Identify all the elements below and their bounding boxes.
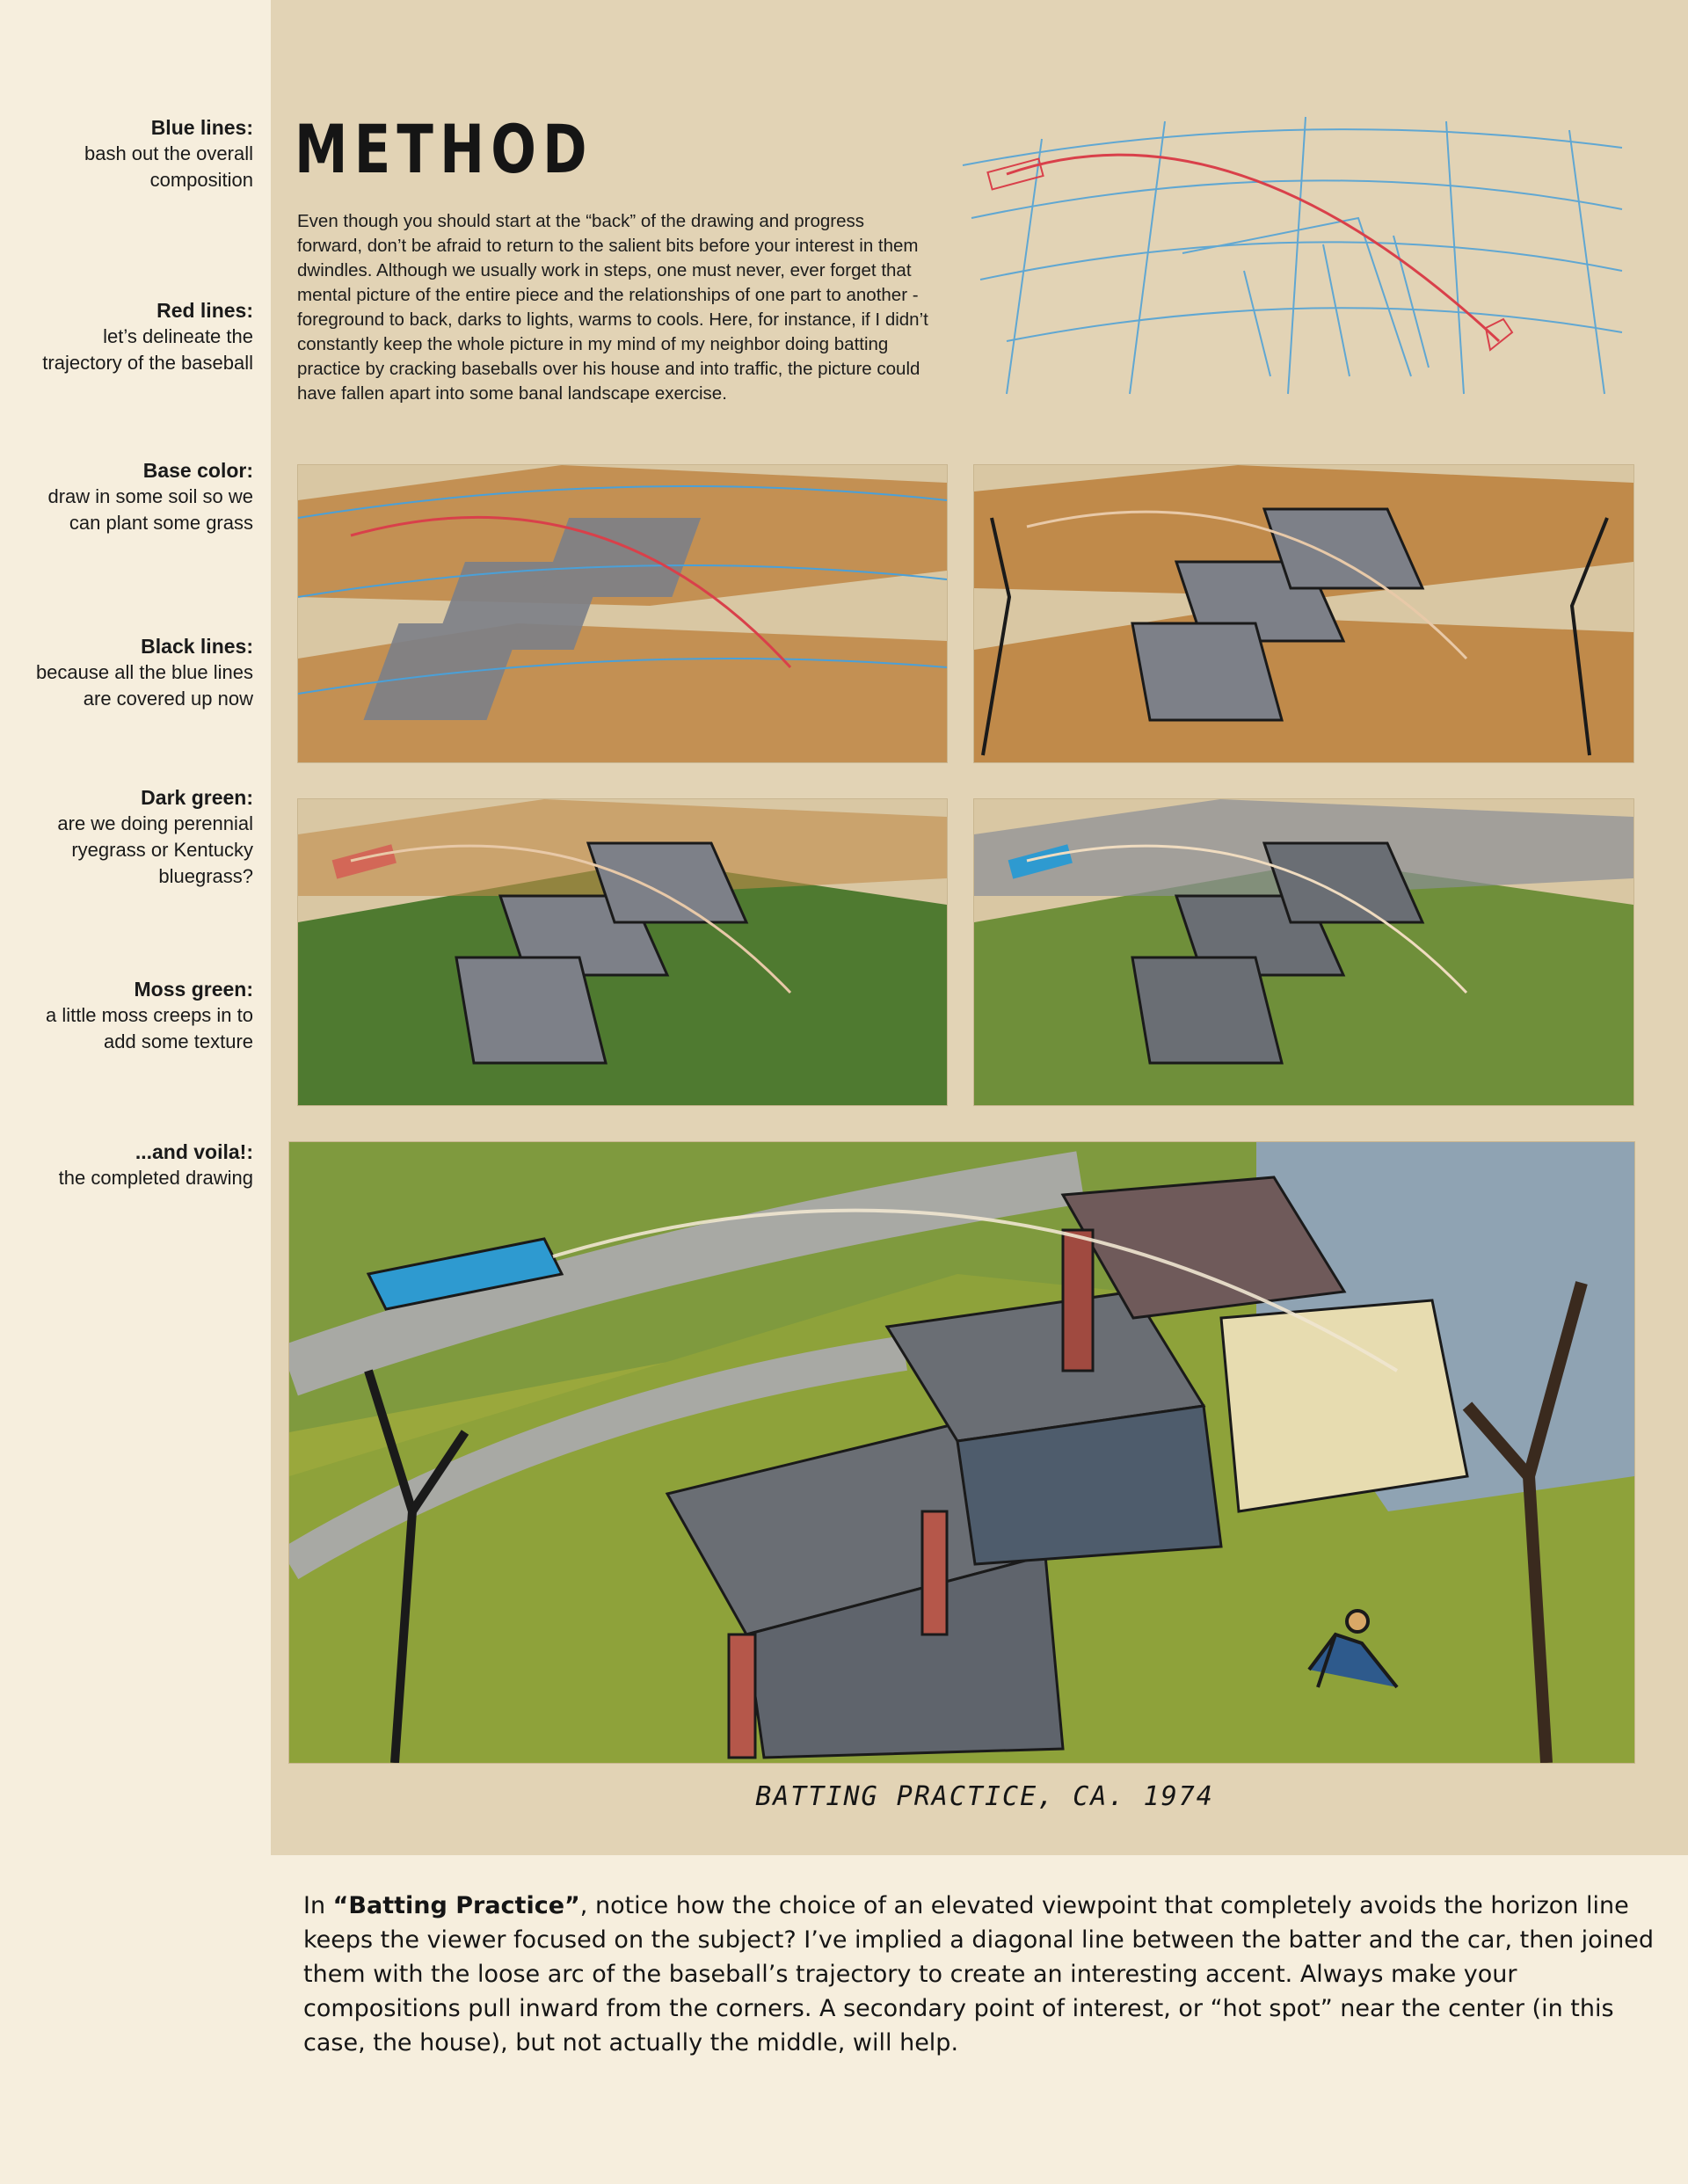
note-label: ...and voila!: [135, 1140, 253, 1163]
note-label: Dark green: [141, 786, 253, 809]
drawing-caption: BATTING PRACTICE, CA. 1974 [755, 1781, 1214, 1812]
body-title-reference: “Batting Practice” [332, 1892, 580, 1919]
note-label: Red lines: [156, 299, 253, 322]
note-base-color [25, 457, 253, 536]
note-text: are we doing perennial ryegrass or Kentucky bluegrass? [57, 812, 253, 887]
sketch-step-black-lines [973, 464, 1634, 763]
note-text: draw in some soil so we can plant some grass [47, 485, 253, 534]
note-label: Base color: [142, 459, 253, 482]
sketch-step-dark-green [297, 798, 948, 1106]
sketch-step-moss-green [973, 798, 1634, 1106]
note-voila [25, 1139, 253, 1191]
sketch-step-base-color [297, 464, 948, 763]
body-rest: , notice how the choice of an elevated viewpoint that completely avoids the horizon line keeps the viewer focused on the subject? I’ve implied a diagonal line between the batter and the car, then joined them with the loose arc of the baseball’s trajectory to create an interesting accent. Always make your compositions pull inward from the corners. A secondary point of interest, or “hot spot” near the center (in this case, the house), but not actually the middle, will help. [303, 1892, 1655, 2057]
note-red-lines [25, 297, 253, 376]
note-black-lines [25, 633, 253, 712]
body-lead: In [303, 1892, 333, 1919]
note-label: Moss green: [134, 978, 253, 1001]
body-paragraph [303, 1889, 1675, 2060]
sketch-step-lines [954, 113, 1629, 403]
note-dark-green [25, 784, 253, 890]
note-blue-lines [25, 114, 253, 193]
note-text: a little moss creeps in to add some texture [46, 1004, 253, 1052]
note-label: Blue lines: [150, 116, 253, 139]
note-label: Black lines: [141, 635, 253, 658]
note-text: bash out the overall composition [84, 142, 253, 191]
page-title: METHOD [295, 110, 593, 188]
note-text: let’s delineate the trajectory of the baseball [42, 325, 253, 374]
intro-paragraph: Even though you should start at the “back” of the drawing and progress forward, don’t be afraid to return to the salient bits before your interest in them dwindles. Although we usually work in steps, one must never, ever forget that mental picture of the entire piece and the relationships of one part to another - foreground to back, darks to lights, warms to cools. Here, for instance, if I didn’t constantly keep the whole picture in my mind of my neighbor doing batting practice by cracking baseballs over his house and into traffic, the picture could have fallen apart into some banal landscape exercise. [297, 211, 928, 404]
note-moss-green [25, 976, 253, 1055]
note-text: because all the blue lines are covered up now [35, 661, 253, 710]
note-text: the completed drawing [58, 1167, 253, 1189]
completed-drawing [288, 1141, 1635, 1764]
